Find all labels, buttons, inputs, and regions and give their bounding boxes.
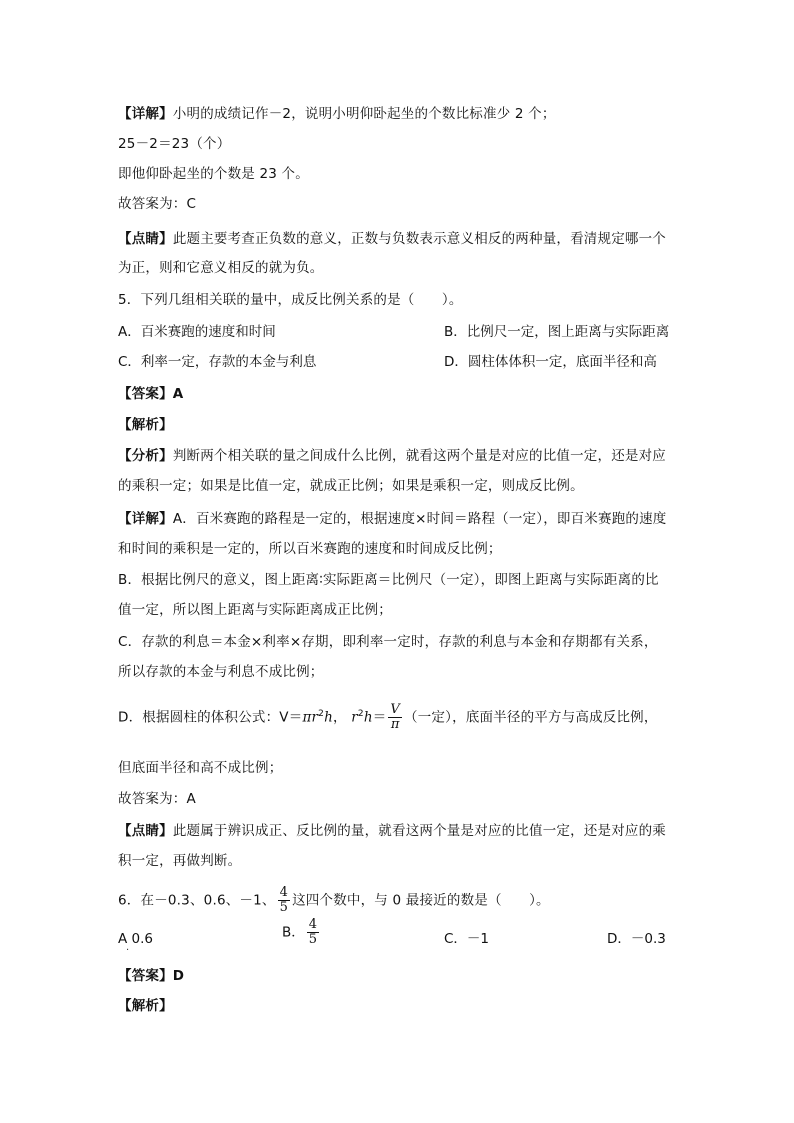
q6-answer: 【答案】D <box>118 968 185 984</box>
q6-b-denominator: 5 <box>308 932 318 947</box>
q5-detail-c-2: 所以存款的本金与利息不成比例； <box>118 664 324 680</box>
q6-option-d: D．－0.3 <box>607 931 666 947</box>
q5-detail-b-2: 值一定，所以图上距离与实际距离成正比例； <box>118 602 392 618</box>
formula-equals: ＝ <box>372 709 387 726</box>
q6-b-prefix: B． <box>282 924 305 941</box>
q6-option-a: A 0.6 <box>118 931 153 947</box>
q6-fraction-denominator: 5 <box>279 900 289 915</box>
q5-detail-b-1: B．根据比例尺的意义，图上距离∶实际距离＝比例尺（一定），即图上距离与实际距离的比 <box>118 572 659 588</box>
q6-option-b <box>282 918 321 947</box>
q5-answer: 【答案】A <box>118 386 184 402</box>
detail-tag: 【详解】 <box>118 106 173 122</box>
fraction-denominator: π <box>390 717 400 732</box>
analysis-line-1 <box>118 446 666 466</box>
fraction-numerator: V <box>390 702 401 717</box>
answer-line-4: 故答案为：C <box>118 196 197 212</box>
analysis-tag: 【分析】 <box>118 448 173 464</box>
q6-b-numerator: 4 <box>308 917 318 932</box>
q5-tip-tag: 【点睛】 <box>118 823 173 839</box>
detail-text: 小明的成绩记作－2，说明小明仰卧起坐的个数比标准少 2 个； <box>172 106 556 122</box>
square-exponent: 2 <box>318 709 325 719</box>
q5-detail-d-formula <box>118 703 658 732</box>
question-6 <box>118 886 550 915</box>
q5-detail-line-2: 和时间的乘积是一定的，所以百米赛跑的速度和时间成反比例； <box>118 541 502 557</box>
formula-prefix: D．根据圆柱的体积公式：V＝ <box>118 709 303 726</box>
four-fifths-fraction <box>278 886 290 915</box>
formula-comma: ， <box>333 709 347 726</box>
v-over-pi-fraction <box>388 703 402 732</box>
q6-suffix: 这四个数中，与 0 最接近的数是（ ）。 <box>292 892 550 909</box>
result-line: 即他仰卧起坐的个数是 23 个。 <box>118 166 309 182</box>
calc-line: 25－2＝23（个） <box>118 136 231 152</box>
pi-symbol: π <box>302 709 312 726</box>
q5-option-b: B．比例尺一定，图上距离与实际距离 <box>444 324 670 340</box>
q5-option-d: D．圆柱体体积一定，底面半径和高 <box>444 354 657 370</box>
tip-text: 此题主要考查正负数的意义，正数与负数表示意义相反的两种量，看清规定哪一个 <box>172 231 667 247</box>
analysis-text: 判断两个相关联的量之间成什么比例，就看这两个量是对应的比值一定，还是对应 <box>172 448 667 464</box>
tip-line-2: 为正，则和它意义相反的就为负。 <box>118 260 324 276</box>
r-symbol-2: r <box>351 709 358 726</box>
square-exponent-2: 2 <box>357 709 364 719</box>
q5-detail-c-1: C．存款的利息＝本金×利率×存期，即利率一定时，存款的利息与本金和存期都有关系， <box>118 634 658 650</box>
q5-tip-text: 此题属于辨识成正、反比例的量，就看这两个量是对应的比值一定，还是对应的乘 <box>172 823 667 839</box>
analysis-line-2: 的乘积一定；如果是比值一定，就成正比例；如果是乘积一定，则成反比例。 <box>118 478 584 494</box>
q6-option-c: C．－1 <box>444 931 490 947</box>
detail-line-1 <box>118 104 556 124</box>
q6-analysis-heading: 【解析】 <box>118 998 173 1014</box>
tip-tag: 【点睛】 <box>118 231 173 247</box>
formula-suffix: （一定），底面半径的平方与高成反比例， <box>404 709 658 726</box>
q5-tip-line-1 <box>118 821 666 841</box>
q5-tip-line-2: 积一定，再做判断。 <box>118 853 242 869</box>
q5-detail-d-2: 但底面半径和高不成比例； <box>118 760 283 776</box>
q6-prefix: 6．在－0.3、0.6、－1、 <box>118 892 276 909</box>
q5-detail-tag: 【详解】 <box>118 511 173 527</box>
q5-detail-line-1 <box>118 509 667 529</box>
q6-b-fraction <box>307 918 319 947</box>
q5-detail-text: A．百米赛跑的路程是一定的，根据速度×时间＝路程（一定），即百米赛跑的速度 <box>172 511 667 527</box>
r-symbol: r <box>311 709 319 726</box>
q5-option-a: A．百米赛跑的速度和时间 <box>118 324 276 340</box>
h-symbol-2: h <box>363 709 373 726</box>
tip-line-1 <box>118 229 666 249</box>
q5-option-c: C．利率一定，存款的本金与利息 <box>118 354 317 370</box>
q5-final-answer: 故答案为：A <box>118 791 196 807</box>
question-5: 5．下列几组相关联的量中，成反比例关系的是（ ）。 <box>118 292 463 308</box>
q6-fraction-numerator: 4 <box>279 885 289 900</box>
h-symbol: h <box>324 709 334 726</box>
q5-analysis-heading: 【解析】 <box>118 417 173 433</box>
underdot-mark: · <box>126 945 130 956</box>
